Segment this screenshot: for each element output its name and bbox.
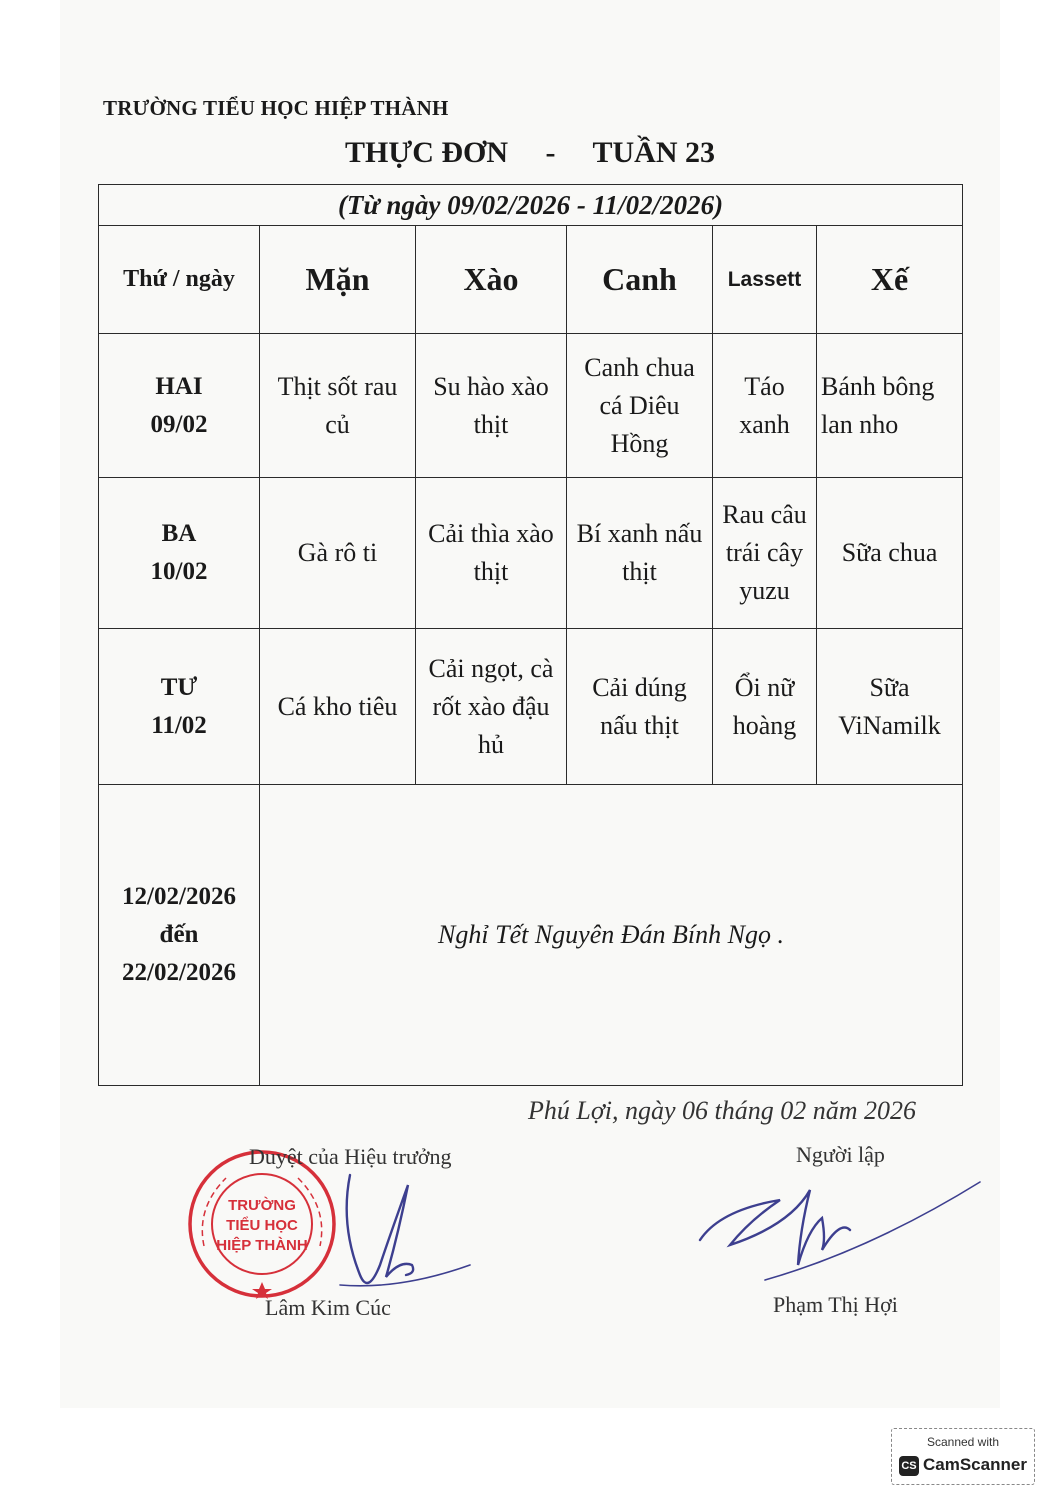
dish-cell: Thịt sốt rau củ	[260, 334, 416, 478]
date-range: (Từ ngày 09/02/2026 - 11/02/2026)	[99, 185, 963, 226]
day-name: HAI	[155, 372, 203, 400]
school-name: TRƯỜNG TIỂU HỌC HIỆP THÀNH	[103, 96, 449, 120]
day-date: 11/02	[151, 711, 207, 739]
stamp-text: TRƯỜNG TIỂU HỌC HIỆP THÀNH	[216, 1197, 308, 1254]
day-cell	[99, 334, 260, 478]
dish-cell: Ổi nữ hoàng	[713, 629, 817, 785]
day-cell	[99, 629, 260, 785]
preparer-signature	[690, 1170, 990, 1290]
col-header-xao: Xào	[416, 226, 567, 334]
dish-cell: Cải ngọt, cà rốt xào đậu hủ	[416, 629, 567, 785]
dish-cell: Rau câu trái cây yuzu	[713, 478, 817, 629]
dish-cell: Táo xanh	[713, 334, 817, 478]
dish-cell: Gà rô ti	[260, 478, 416, 629]
day-date: 09/02	[150, 410, 208, 438]
title-separator: -	[545, 136, 556, 169]
menu-table	[98, 184, 963, 1086]
col-header-canh: Canh	[567, 226, 713, 334]
table-row	[99, 629, 963, 785]
holiday-row	[99, 785, 963, 1086]
dish-cell: Bánh bông lan nho	[817, 334, 963, 478]
dish-cell: Cải dúng nấu thịt	[567, 629, 713, 785]
title-menu: THỰC ĐƠN	[344, 136, 509, 169]
holiday-to-word: đến	[159, 921, 199, 948]
holiday-period-cell	[99, 785, 260, 1086]
preparer-label: Người lập	[796, 1142, 885, 1167]
holiday-note: Nghỉ Tết Nguyên Đán Bính Ngọ .	[260, 785, 963, 1086]
approve-label: Duyệt của Hiệu trưởng	[249, 1144, 452, 1169]
menu-title	[0, 136, 1060, 170]
col-header-day: Thứ / ngày	[99, 226, 260, 334]
camscanner-badge	[891, 1428, 1035, 1485]
day-name: TƯ	[160, 673, 198, 701]
principal-signature	[320, 1165, 480, 1305]
holiday-from: 12/02/2026	[122, 883, 236, 910]
dish-cell: Canh chua cá Diêu Hồng	[567, 334, 713, 478]
camscanner-logo-icon: CS	[899, 1456, 919, 1476]
dish-cell: Sữa chua	[817, 478, 963, 629]
badge-brand: CamScanner	[923, 1455, 1027, 1474]
day-date: 10/02	[150, 558, 208, 585]
place-date: Phú Lợi, ngày 06 tháng 02 năm 2026	[528, 1096, 916, 1125]
col-header-xe: Xế	[817, 226, 963, 334]
dish-cell: Bí xanh nấu thịt	[567, 478, 713, 629]
dish-cell: Sữa ViNamilk	[817, 629, 963, 785]
col-header-man: Mặn	[260, 226, 416, 334]
holiday-to: 22/02/2026	[122, 959, 236, 986]
badge-caption: Scanned with	[926, 1435, 1000, 1449]
day-cell	[99, 478, 260, 629]
day-name: BA	[161, 520, 197, 547]
dish-cell: Cá kho tiêu	[260, 629, 416, 785]
dish-cell: Cải thìa xào thịt	[416, 478, 567, 629]
table-row	[99, 478, 963, 629]
table-row	[99, 334, 963, 478]
principal-name: Lâm Kim Cúc	[265, 1295, 391, 1320]
preparer-name: Phạm Thị Hợi	[773, 1292, 898, 1317]
dish-cell: Su hào xào thịt	[416, 334, 567, 478]
title-week: TUẦN 23	[592, 136, 716, 169]
col-header-lassett: Lassett	[713, 226, 817, 334]
